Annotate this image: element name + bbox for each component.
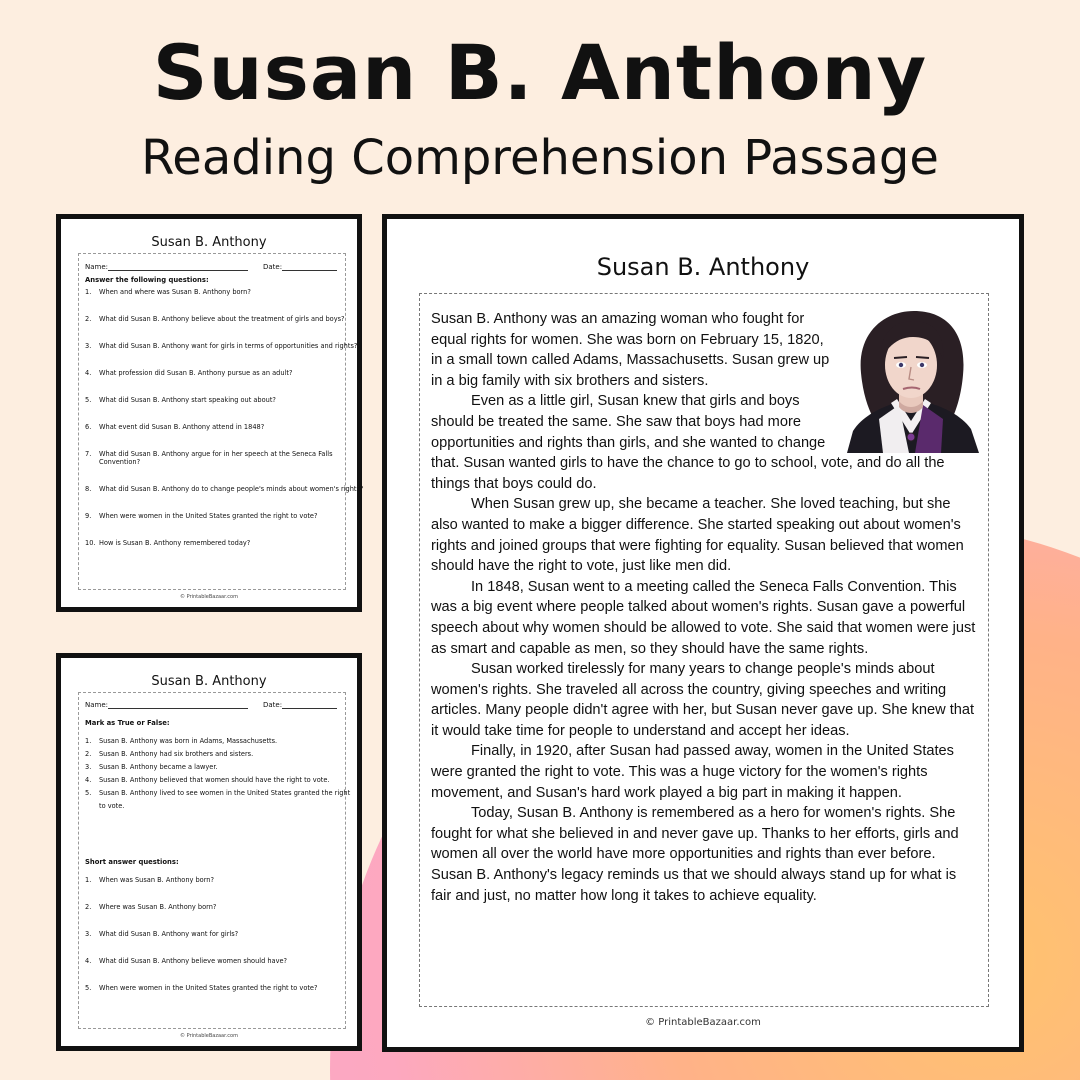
item-text: What did Susan B. Anthony argue for in her speech at the Seneca Falls	[99, 450, 333, 458]
truefalse-sheet-footer: © PrintableBazaar.com	[180, 1033, 238, 1039]
list-item	[85, 396, 276, 404]
short-answer-heading: Short answer questions:	[85, 858, 179, 866]
item-number: 1.	[85, 876, 92, 884]
list-item	[85, 423, 264, 431]
item-text: What did Susan B. Anthony want for girls?	[99, 930, 239, 938]
list-item	[85, 802, 124, 810]
item-number: 6.	[85, 423, 92, 431]
questions-heading: Answer the following questions:	[85, 276, 209, 284]
questions-sheet-footer: © PrintableBazaar.com	[180, 594, 238, 600]
item-text: Convention?	[99, 458, 141, 466]
list-item	[85, 957, 287, 965]
item-number: 9.	[85, 512, 92, 520]
item-number: 2.	[85, 315, 92, 323]
item-text: Susan B. Anthony became a lawyer.	[99, 763, 218, 771]
passage-paragraph: Susan B. Anthony was an amazing woman who fought for equal rights for women. She was born on February 15, 1820, in a small town called Adams, Massachusetts. Susan grew up in a big family with six brothers and sisters.	[431, 311, 830, 389]
truefalse-heading: Mark as True or False:	[85, 719, 170, 727]
list-item	[85, 512, 318, 520]
list-item	[85, 903, 216, 911]
passage-footer: © PrintableBazaar.com	[645, 1017, 761, 1028]
item-number: 3.	[85, 342, 92, 350]
name-field	[85, 263, 248, 271]
questions-worksheet-preview	[56, 214, 362, 612]
item-text: When were women in the United States granted the right to vote?	[99, 984, 318, 992]
passage-paragraph: In 1848, Susan went to a meeting called the Seneca Falls Convention. This was a big event where people talked about women's rights. Susan gave a powerful speech about why women should be allowed to vote. She said that women were just as smart and capable as men, so they should have the same rights.	[431, 578, 976, 657]
item-text: What profession did Susan B. Anthony pursue as an adult?	[99, 369, 293, 377]
page-title: Susan B. Anthony	[152, 28, 928, 117]
susan-b-anthony-portrait	[839, 303, 984, 453]
passage-paragraph: Even as a little girl, Susan knew that girls and boys should be treated the same. She saw that boys had more opportunities and rights than girls, and she wanted to change that. Susan wanted girls to have the chance to go to school, vote, and do all the things that boys could do.	[431, 393, 945, 492]
list-item	[85, 450, 333, 458]
item-number: 3.	[85, 930, 92, 938]
item-text: How is Susan B. Anthony remembered today?	[99, 539, 251, 547]
item-text: to vote.	[99, 802, 125, 810]
item-text: Susan B. Anthony had six brothers and sisters.	[99, 750, 254, 758]
list-item	[85, 876, 214, 884]
item-number: 3.	[85, 763, 92, 771]
list-item	[85, 789, 350, 797]
name-label: Name:	[85, 701, 109, 709]
list-item	[85, 930, 238, 938]
date-field	[263, 701, 337, 709]
passage-body	[431, 309, 976, 906]
list-item	[85, 288, 251, 296]
list-item	[85, 737, 277, 745]
list-item	[85, 369, 292, 377]
item-text: What did Susan B. Anthony believe women should have?	[99, 957, 288, 965]
item-text: When were women in the United States granted the right to vote?	[99, 512, 318, 520]
item-number: 4.	[85, 776, 92, 784]
item-number: 1.	[85, 737, 92, 745]
item-text: When and where was Susan B. Anthony born?	[99, 288, 251, 296]
truefalse-sheet-title: Susan B. Anthony	[151, 674, 267, 689]
list-item	[85, 458, 140, 466]
passage-paragraph: When Susan grew up, she became a teacher. She loved teaching, but she also wanted to make a bigger difference. She started speaking out about women's rights and joined groups that were fighting for equality. Susan believed that women should have the right to vote, just like men did.	[431, 496, 964, 575]
item-number: 2.	[85, 903, 92, 911]
date-field	[263, 263, 337, 271]
item-number: 5.	[85, 789, 92, 797]
item-text: Susan B. Anthony lived to see women in the United States granted the right	[99, 789, 351, 797]
passage-title: Susan B. Anthony	[596, 253, 810, 281]
item-number: 4.	[85, 957, 92, 965]
item-number: 5.	[85, 984, 92, 992]
passage-paragraph: Susan worked tirelessly for many years to change people's minds about women's rights. She traveled all across the country, giving speeches and writing articles. Many people didn't agree with her, but Susan never gave up. She knew that it would take time for people to understand and accept her ideas.	[431, 661, 975, 739]
name-label: Name:	[85, 263, 109, 271]
name-field	[85, 701, 248, 709]
passage-paragraph: Today, Susan B. Anthony is remembered as a hero for women's rights. She fought for what she believed in and never gave up. Thanks to her efforts, girls and women all over the world have more opportunities and rights than ever before. Susan B. Anthony's legacy reminds us that we should always stand up for what is fair and just, no matter how long it takes to achieve equality.	[431, 805, 959, 904]
list-item	[85, 315, 345, 323]
item-text: What did Susan B. Anthony start speaking out about?	[99, 396, 276, 404]
list-item	[85, 984, 318, 992]
item-text: Susan B. Anthony believed that women should have the right to vote.	[99, 776, 330, 784]
item-text: Where was Susan B. Anthony born?	[99, 903, 217, 911]
item-number: 2.	[85, 750, 92, 758]
date-label: Date:	[263, 263, 283, 271]
item-text: What did Susan B. Anthony believe about the treatment of girls and boys?	[99, 315, 345, 323]
passage-sheet	[382, 214, 1024, 1052]
item-number: 10.	[85, 539, 96, 547]
list-item	[85, 776, 329, 784]
list-item	[85, 750, 253, 758]
item-text: What did Susan B. Anthony do to change people's minds about women's rights?	[99, 485, 364, 493]
truefalse-worksheet-preview	[56, 653, 362, 1051]
item-text: What did Susan B. Anthony want for girls in terms of opportunities and rights?	[99, 342, 358, 350]
questions-sheet-title: Susan B. Anthony	[151, 235, 267, 250]
list-item	[85, 485, 363, 493]
item-text: What event did Susan B. Anthony attend in 1848?	[99, 423, 265, 431]
list-item	[85, 763, 218, 771]
item-number: 7.	[85, 450, 92, 458]
date-label: Date:	[263, 701, 283, 709]
passage-paragraph: Finally, in 1920, after Susan had passed away, women in the United States were granted the right to vote. This was a huge victory for the women's rights movement, and Susan's hard work played a big part in making it happen.	[431, 743, 954, 801]
item-number: 5.	[85, 396, 92, 404]
item-number: 8.	[85, 485, 92, 493]
list-item	[85, 539, 250, 547]
list-item	[85, 342, 357, 350]
item-number: 4.	[85, 369, 92, 377]
item-text: Susan B. Anthony was born in Adams, Massachusetts.	[99, 737, 278, 745]
item-text: When was Susan B. Anthony born?	[99, 876, 214, 884]
item-number: 1.	[85, 288, 92, 296]
page-subtitle: Reading Comprehension Passage	[141, 130, 939, 186]
